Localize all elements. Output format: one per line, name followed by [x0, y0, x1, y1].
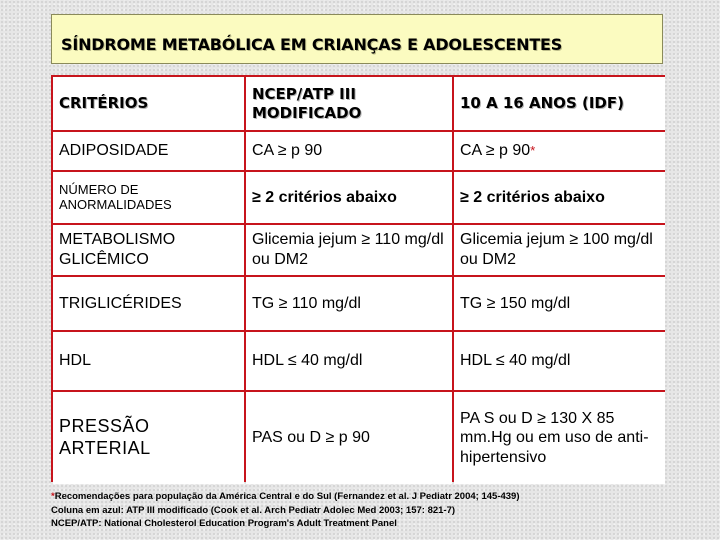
- cell-adiposidade-ncep: CA ≥ p 90: [246, 132, 452, 170]
- footnote: [51, 490, 711, 531]
- header-criterios: CRITÉRIOS: [53, 77, 244, 130]
- cell-adiposidade-idf: [454, 132, 665, 170]
- cell-glicemico-idf: Glicemia jejum ≥ 100 mg/dl ou DM2: [454, 225, 665, 275]
- cell-pressao-ncep: PAS ou D ≥ p 90: [246, 392, 452, 484]
- criteria-table: [51, 75, 665, 482]
- footnote-line-2: Coluna em azul: ATP III modificado (Cook et al. Arch Pediatr Adolec Med 2003; 157: 821-7): [51, 504, 456, 516]
- row-label-metabolismo-glicemico: METABOLISMO GLICÊMICO: [53, 225, 244, 275]
- cell-adiposidade-idf-text: CA ≥ p 90: [460, 142, 531, 160]
- header-idf: 10 A 16 ANOS (IDF): [454, 77, 665, 130]
- header-ncep-atp: NCEP/ATP III MODIFICADO: [246, 77, 452, 130]
- footnote-line-1-text: Recomendações para população da América Central e do Sul (Fernandez et al. J Pediatr 2004; 145-439): [54, 491, 520, 502]
- cell-glicemico-ncep: Glicemia jejum ≥ 110 mg/dl ou DM2: [246, 225, 452, 275]
- footnote-line-3: NCEP/ATP: National Cholesterol Education Program's Adult Treatment Panel: [51, 518, 397, 529]
- cell-anormalidades-ncep: ≥ 2 critérios abaixo: [246, 172, 452, 223]
- row-label-triglicerides: TRIGLICÉRIDES: [53, 277, 244, 330]
- title-box: [51, 14, 663, 64]
- cell-anormalidades-idf: ≥ 2 critérios abaixo: [454, 172, 665, 223]
- row-label-numero-anormalidades: NÚMERO DE ANORMALIDADES: [53, 172, 244, 223]
- cell-hdl-idf: HDL ≤ 40 mg/dl: [454, 332, 665, 390]
- cell-pressao-idf: PA S ou D ≥ 130 X 85 mm.Hg ou em uso de anti-hipertensivo: [454, 392, 665, 484]
- cell-triglicerides-idf: TG ≥ 150 mg/dl: [454, 277, 665, 330]
- footnote-asterisk: *: [51, 491, 55, 502]
- asterisk-mark: *: [530, 142, 536, 158]
- row-label-hdl: HDL: [53, 332, 244, 390]
- row-label-pressao-arterial: PRESSÃO ARTERIAL: [53, 392, 244, 484]
- cell-triglicerides-ncep: TG ≥ 110 mg/dl: [246, 277, 452, 330]
- footnote-line-1: [51, 490, 711, 504]
- page-title: SÍNDROME METABÓLICA EM CRIANÇAS E ADOLESCENTES: [61, 35, 563, 54]
- cell-hdl-ncep: HDL ≤ 40 mg/dl: [246, 332, 452, 390]
- row-label-adiposidade: ADIPOSIDADE: [53, 132, 244, 170]
